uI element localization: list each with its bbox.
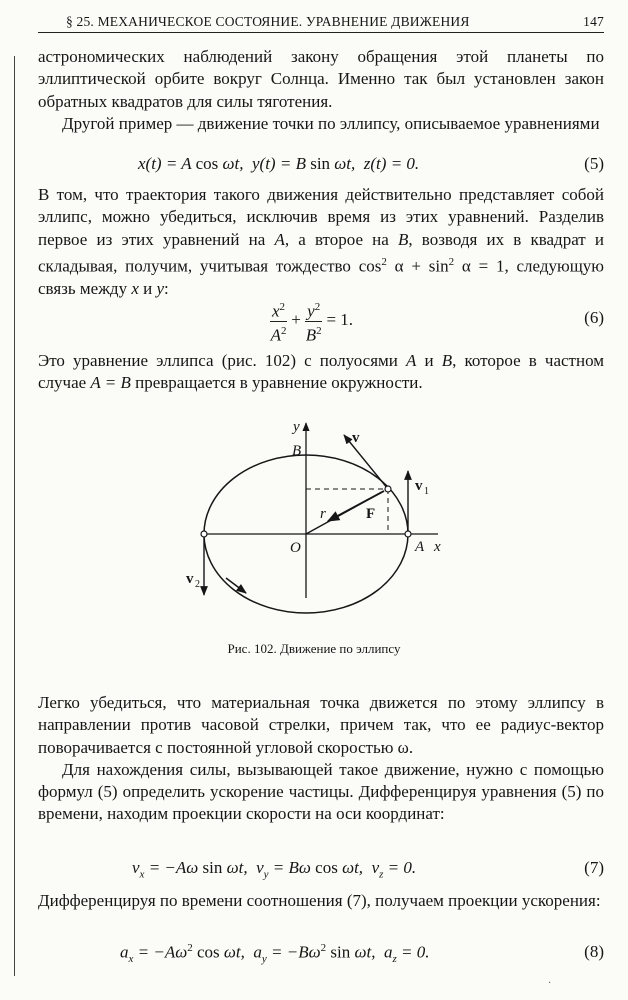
force-vector-F: [328, 491, 384, 521]
text-block-bottom: [38, 692, 604, 826]
velocity-vector-v: [344, 435, 388, 489]
equation-number-6: (6): [584, 308, 604, 327]
equation-number-8: (8): [584, 942, 604, 961]
label-O: O: [290, 540, 301, 556]
label-v2-sub: 2: [195, 579, 200, 590]
equation-number-5: (5): [584, 154, 604, 173]
paragraph-4: Это уравнение эллипса (рис. 102) с полуосями A и B, которое в частном случае A = B превращается в уравнение окружности.: [38, 351, 605, 393]
label-F: F: [366, 506, 376, 522]
section-title: § 25. МЕХАНИЧЕСКОЕ СОСТОЯНИЕ. УРАВНЕНИЕ ДВИЖЕНИЯ: [66, 14, 470, 29]
label-v1: v: [415, 478, 423, 494]
point-moving: [385, 486, 391, 492]
paragraph-2: Другой пример — движение точки по эллипсу, описываемое уравнениями: [62, 113, 600, 133]
label-x: x: [434, 539, 441, 555]
point-left: [201, 531, 207, 537]
equation-7: $v_x = -A\omega$ sin ωt, $v_y = B\omega$ cos ωt, $v_z = 0$. (7): [132, 858, 604, 881]
label-A: A: [415, 539, 425, 555]
equation-5: x(t) = A cos ωt, y(t) = B sin ωt, z(t) = 0. (5): [138, 154, 604, 173]
figure-caption: Рис. 102. Движение по эллипсу: [227, 641, 401, 656]
footer-mark: ·: [548, 978, 552, 989]
label-B: B: [292, 443, 302, 459]
label-v2: v: [186, 571, 194, 587]
equation-number-7: (7): [584, 858, 604, 877]
label-r: r: [320, 506, 326, 522]
label-y: y: [293, 419, 300, 435]
label-v: v: [352, 430, 360, 446]
paragraph-3: В том, что траектория такого движения действительно представляет собой эллипс, можно убедиться, исключив время из этих уравнений. Разделив первое из этих уравнений на A, а второе на B, возводя их в квадрат и складывая, получим, учитывая тождество $\cos^2 \alpha + \sin^2 \alpha = 1$, следующую связь между x и y:: [38, 185, 605, 298]
equation-8: $a_x = -A\omega^2$ cos ωt, $a_y = -B\omega^2$ sin ωt, $a_z = 0$. (8): [120, 942, 604, 966]
paragraph-1: астрономических наблюдений закону обращения этой планеты по эллиптической орбите вокруг Солнца. Именно так был установлен закон обратных квадратов для силы тяготения.: [38, 47, 604, 111]
paragraph-6: Для нахождения силы, вызывающей такое движение, нужно с помощью формул (5) определить ускорение частицы. Дифференцируя уравнения (5) по времени, находим проекции скорости на оси координат:: [38, 759, 604, 824]
paragraph-5: Легко убедиться, что материальная точка движется по этому эллипсу в направлении против часовой стрелки, причем так, что ее радиус-вектор поворачивается с постоянной угловой скоростью ω.: [38, 693, 604, 757]
label-v1-sub: 1: [424, 486, 429, 497]
page-number: 147: [583, 14, 604, 29]
point-A: [405, 531, 411, 537]
equation-6: $\frac{x^2}{A^2}$ + $\frac{y^2}{B^2}$ = 1. (6): [38, 298, 604, 338]
paragraph-7: Дифференцируя по времени соотношения (7), получаем проекции ускорения:: [38, 891, 601, 910]
